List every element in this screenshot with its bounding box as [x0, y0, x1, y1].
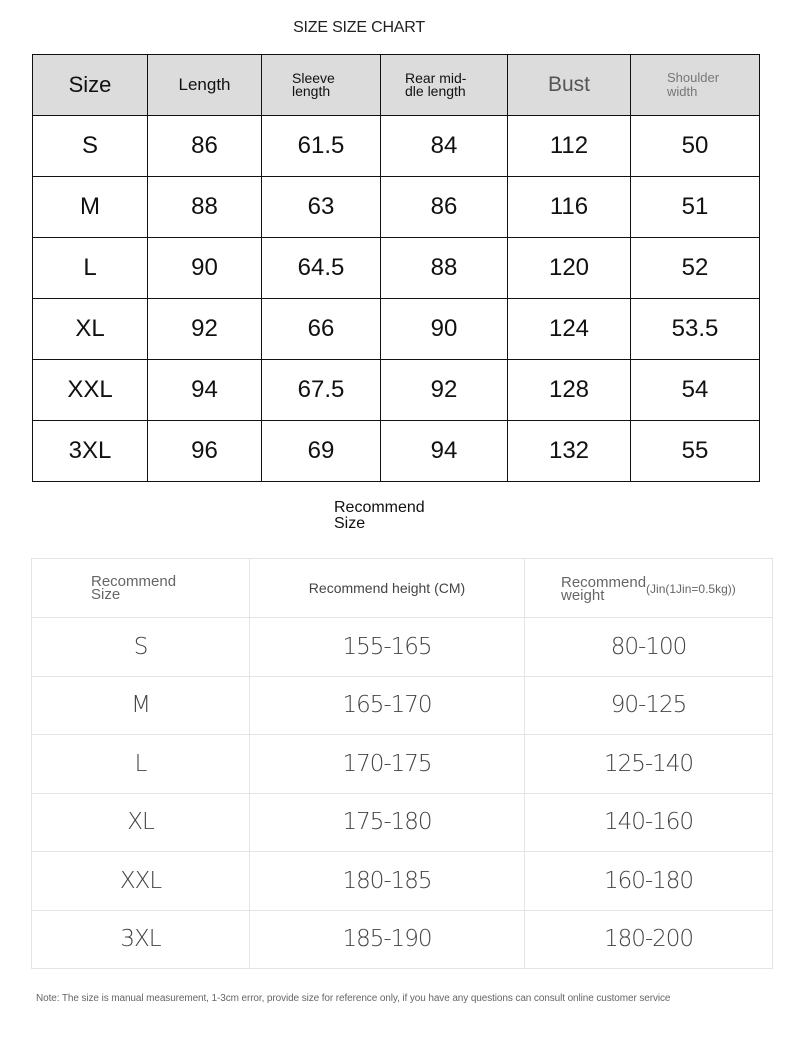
cell-height: 180-185 [250, 852, 525, 911]
table-row [32, 618, 773, 677]
table-row [32, 676, 773, 735]
cell-rear: 88 [381, 238, 508, 299]
cell-height: 155-165 [250, 618, 525, 677]
cell-length: 88 [148, 177, 262, 238]
cell-bust: 112 [508, 116, 631, 177]
cell-length: 86 [148, 116, 262, 177]
cell-size: L [33, 238, 148, 299]
header-length: Length [148, 55, 262, 116]
cell-weight: 160-180 [525, 852, 773, 911]
cell-height: 185-190 [250, 910, 525, 969]
recommend-size-title: Recommend Size [334, 499, 425, 532]
header-shoulder-width: Shoulder width [631, 55, 760, 116]
cell-bust: 128 [508, 360, 631, 421]
cell-shoulder: 52 [631, 238, 760, 299]
cell-rear: 92 [381, 360, 508, 421]
cell-length: 94 [148, 360, 262, 421]
recommend-header-row [32, 559, 773, 618]
header-recommend-height: Recommend height (CM) [250, 559, 525, 618]
table-row [33, 238, 760, 299]
cell-sleeve: 61.5 [262, 116, 381, 177]
cell-shoulder: 53.5 [631, 299, 760, 360]
cell-size: M [32, 676, 250, 735]
cell-weight: 90-125 [525, 676, 773, 735]
header-size: Size [33, 55, 148, 116]
cell-size: S [33, 116, 148, 177]
cell-size: XXL [33, 360, 148, 421]
cell-height: 175-180 [250, 793, 525, 852]
size-chart-table [32, 54, 760, 482]
size-chart-header-row [33, 55, 760, 116]
cell-size: XL [32, 793, 250, 852]
cell-length: 90 [148, 238, 262, 299]
size-chart-title: SIZE SIZE CHART [293, 19, 425, 36]
cell-weight: 140-160 [525, 793, 773, 852]
cell-rear: 84 [381, 116, 508, 177]
cell-size: 3XL [33, 421, 148, 482]
cell-bust: 120 [508, 238, 631, 299]
cell-shoulder: 54 [631, 360, 760, 421]
table-row [32, 910, 773, 969]
cell-bust: 124 [508, 299, 631, 360]
cell-shoulder: 51 [631, 177, 760, 238]
cell-sleeve: 66 [262, 299, 381, 360]
header-bust: Bust [508, 55, 631, 116]
cell-size: XL [33, 299, 148, 360]
recommend-size-table [31, 558, 773, 969]
cell-size: XXL [32, 852, 250, 911]
header-rear-middle-length: Rear mid- dle length [381, 55, 508, 116]
table-row [32, 735, 773, 794]
header-sleeve-length: Sleeve length [262, 55, 381, 116]
cell-bust: 116 [508, 177, 631, 238]
cell-length: 96 [148, 421, 262, 482]
table-row [32, 793, 773, 852]
measurement-note: Note: The size is manual measurement, 1-3cm error, provide size for reference only, if you have any questions can consult online customer service [36, 993, 671, 1004]
header-recommend-weight: Recommend weight (Jin(1Jin=0.5kg)) [525, 559, 773, 618]
header-recommend-size: Recommend Size [32, 559, 250, 618]
table-row [33, 360, 760, 421]
cell-rear: 86 [381, 177, 508, 238]
table-row [33, 421, 760, 482]
cell-size: 3XL [32, 910, 250, 969]
cell-sleeve: 63 [262, 177, 381, 238]
cell-weight: 180-200 [525, 910, 773, 969]
cell-shoulder: 55 [631, 421, 760, 482]
cell-rear: 94 [381, 421, 508, 482]
cell-size: L [32, 735, 250, 794]
cell-bust: 132 [508, 421, 631, 482]
cell-sleeve: 69 [262, 421, 381, 482]
cell-height: 165-170 [250, 676, 525, 735]
cell-weight: 80-100 [525, 618, 773, 677]
cell-length: 92 [148, 299, 262, 360]
cell-height: 170-175 [250, 735, 525, 794]
cell-size: S [32, 618, 250, 677]
cell-size: M [33, 177, 148, 238]
table-row [33, 177, 760, 238]
cell-sleeve: 67.5 [262, 360, 381, 421]
table-row [33, 116, 760, 177]
cell-weight: 125-140 [525, 735, 773, 794]
cell-shoulder: 50 [631, 116, 760, 177]
cell-rear: 90 [381, 299, 508, 360]
table-row [33, 299, 760, 360]
table-row [32, 852, 773, 911]
cell-sleeve: 64.5 [262, 238, 381, 299]
